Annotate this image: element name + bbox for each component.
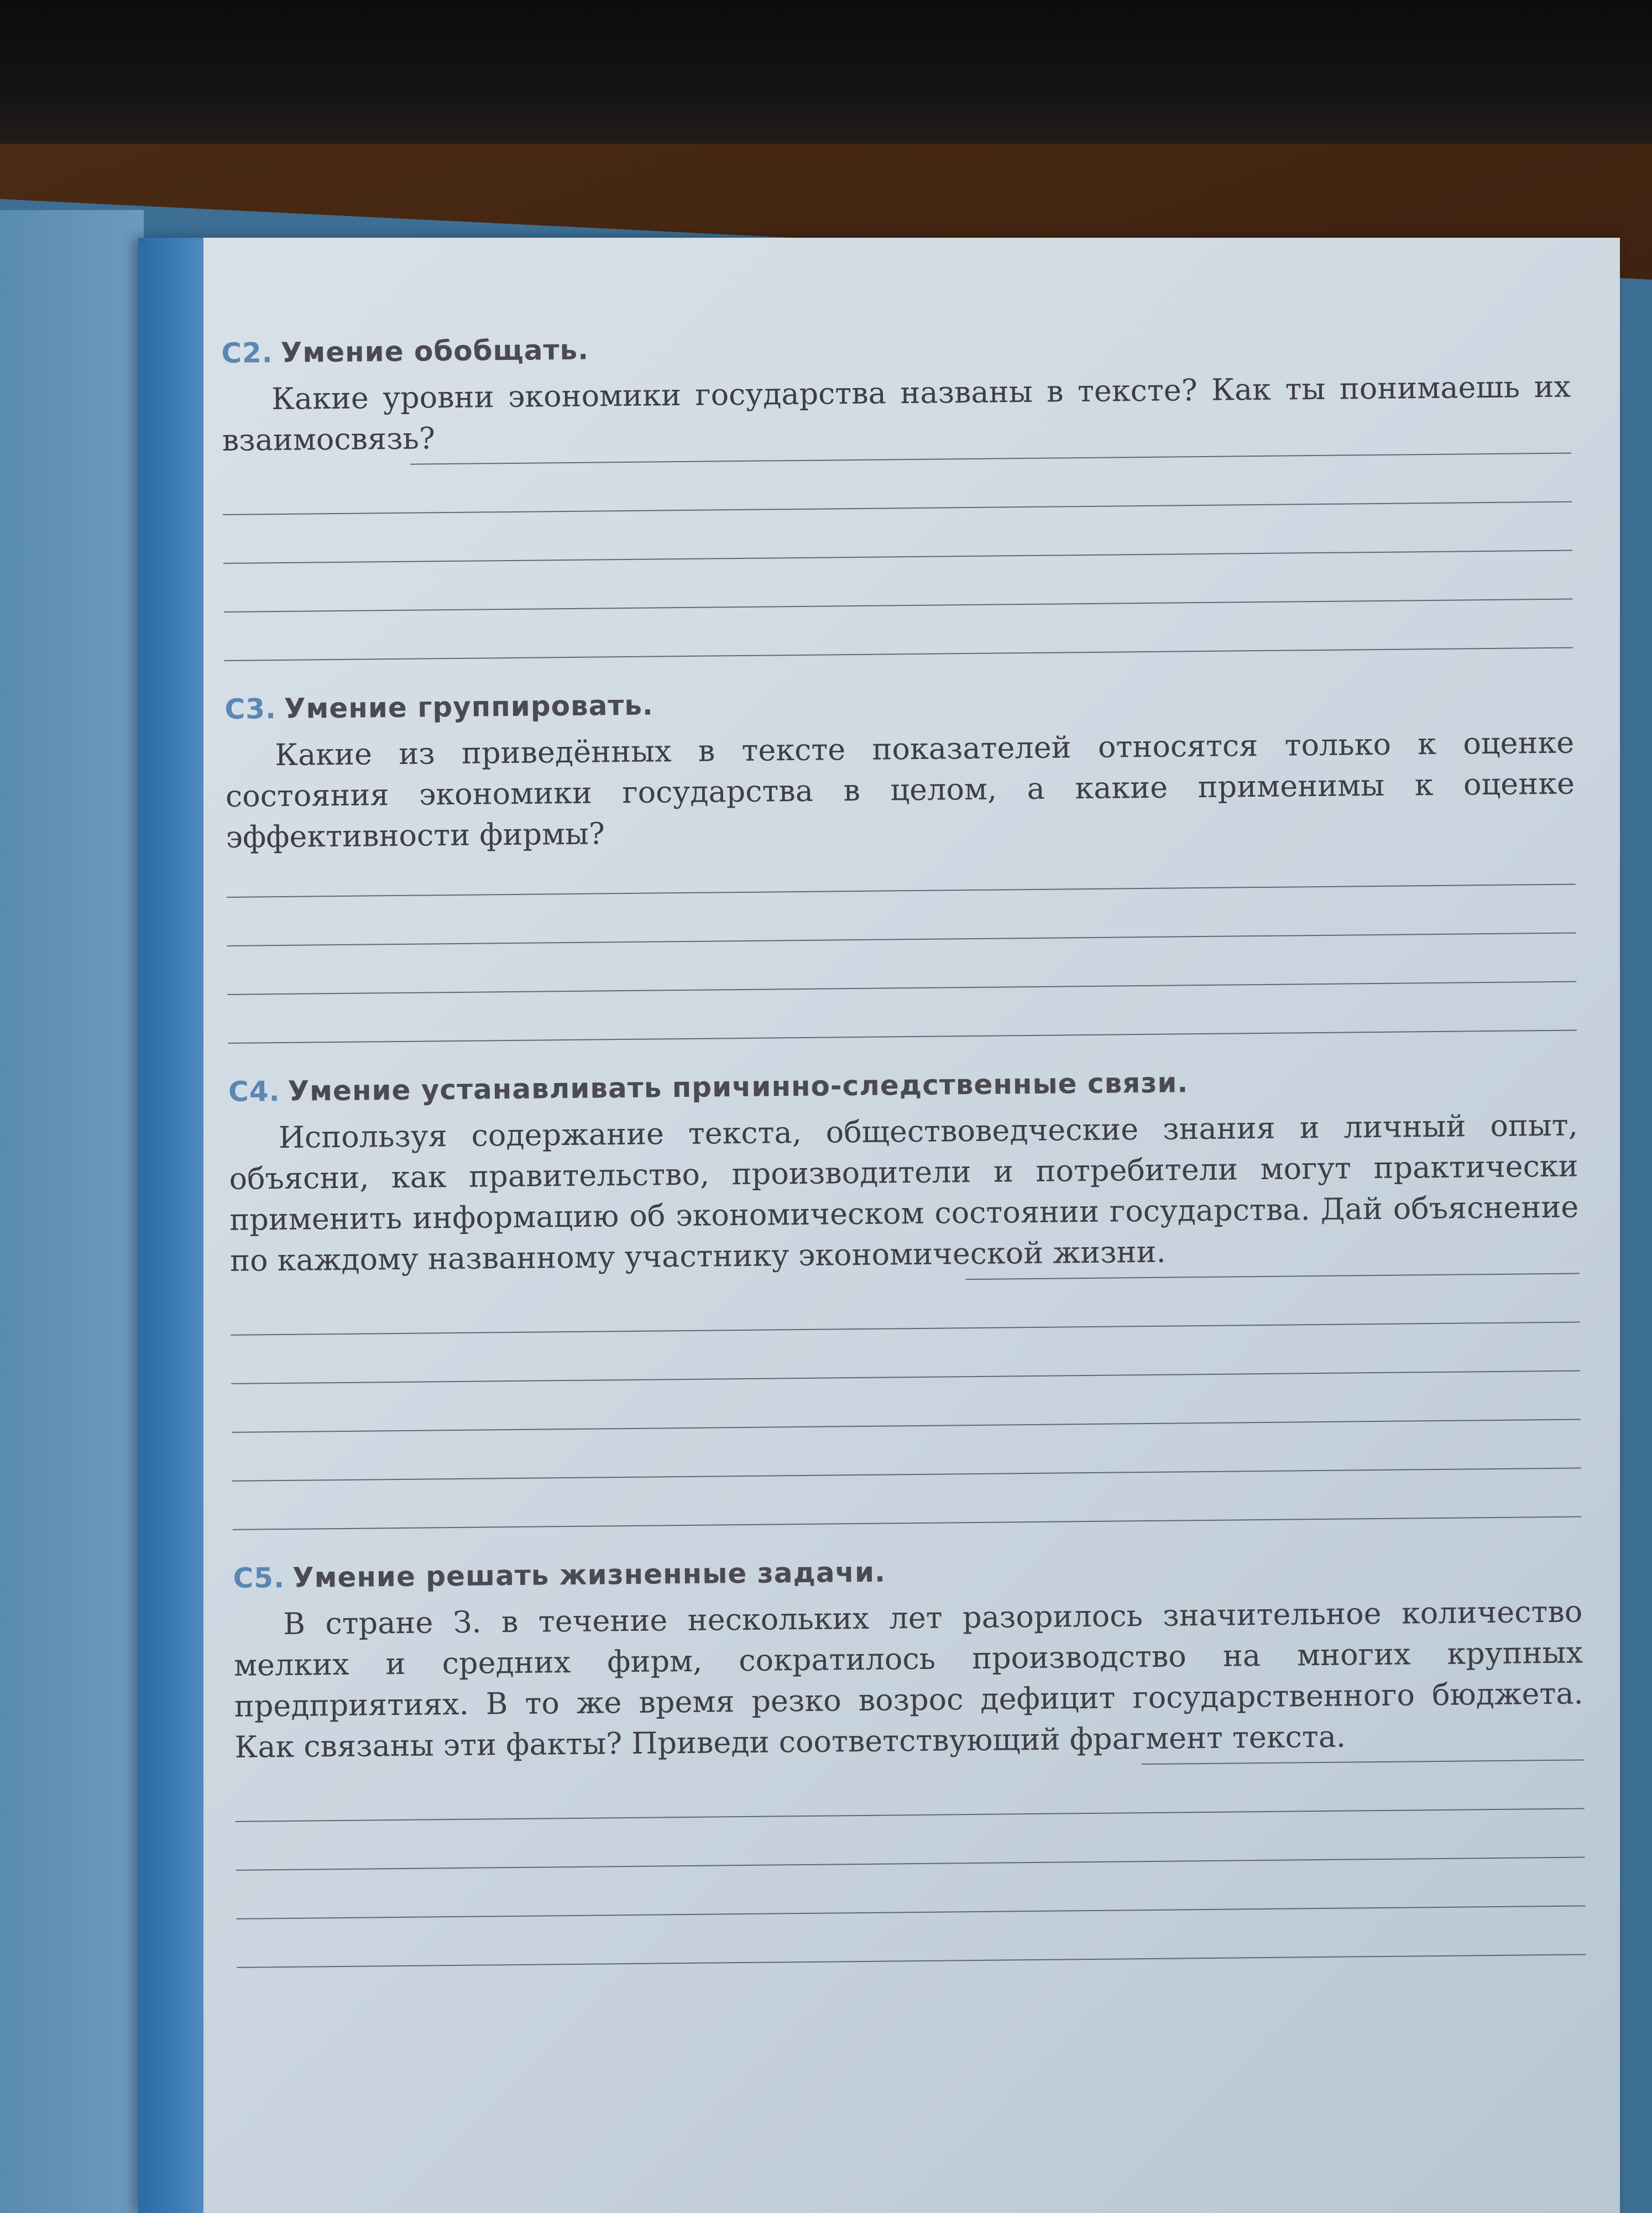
answer-line[interactable] (232, 1467, 1581, 1481)
answer-line[interactable] (232, 1419, 1581, 1432)
answer-line[interactable] (223, 501, 1572, 515)
task-question: Какие из приведённых в тексте показателей относятся только к оценке состояния экономики государства в целом, а какие применимы к оценке эффективности фирмы? (225, 725, 1575, 855)
task-heading (233, 1549, 1582, 1594)
task-title: Умение устанавливать причинно-следственные связи. (287, 1066, 1189, 1107)
workbook-page (138, 238, 1620, 2213)
task-question: Используя содержание текста, обществоведческие знания и личный опыт, объясни, как правительство, производители и потребители могут практически применить информацию об экономическом состоянии государства. Дай объяснение по каждому названному участнику экономической жизни. (229, 1107, 1579, 1278)
task-question: Какие уровни экономики государства названы в тексте? Как ты понимаешь их взаимосвязь? (222, 369, 1571, 458)
task-heading (224, 681, 1573, 725)
answer-line[interactable] (231, 1370, 1580, 1384)
left-page-edge (0, 210, 144, 2213)
task-c5 (233, 1549, 1586, 1968)
page-spine-stripe (138, 238, 203, 2213)
task-title: Умение обобщать. (280, 333, 589, 369)
task-number: С4. (228, 1075, 280, 1108)
task-heading (221, 325, 1570, 369)
page-content (221, 325, 1586, 2016)
task-number: С5. (233, 1562, 285, 1594)
answer-line[interactable] (224, 599, 1573, 613)
answer-line[interactable] (227, 981, 1576, 995)
answer-line[interactable] (223, 550, 1572, 564)
task-number: С2. (221, 337, 274, 369)
task-heading (228, 1063, 1577, 1108)
answer-line[interactable] (233, 1516, 1582, 1530)
answer-line[interactable] (236, 1905, 1585, 1919)
answer-line[interactable] (236, 1856, 1585, 1870)
answer-line[interactable] (228, 1030, 1577, 1044)
answer-line[interactable] (236, 1808, 1585, 1822)
answer-line[interactable] (231, 1321, 1580, 1335)
task-question: В стране З. в течение нескольких лет разорилось значительное количество мелких и средних фирм, сократилось производство на многих крупных предприятиях. В то же время резко возрос дефицит государственного бюджета. Как связаны эти факты? Приведи соответствующий фрагмент текста. (233, 1594, 1583, 1765)
answer-line[interactable] (965, 1273, 1579, 1280)
task-title: Умение решать жизненные задачи. (292, 1556, 886, 1594)
task-c3 (224, 681, 1577, 1044)
answer-line[interactable] (1142, 1759, 1584, 1765)
task-c4 (228, 1063, 1582, 1530)
answer-line[interactable] (237, 1954, 1586, 1968)
task-title: Умение группировать. (284, 689, 654, 725)
keyboard-background (0, 0, 1652, 166)
task-number: С3. (224, 693, 277, 725)
answer-line[interactable] (227, 933, 1576, 946)
answer-line[interactable] (224, 647, 1573, 661)
answer-line[interactable] (227, 884, 1576, 898)
task-c2 (221, 325, 1573, 661)
